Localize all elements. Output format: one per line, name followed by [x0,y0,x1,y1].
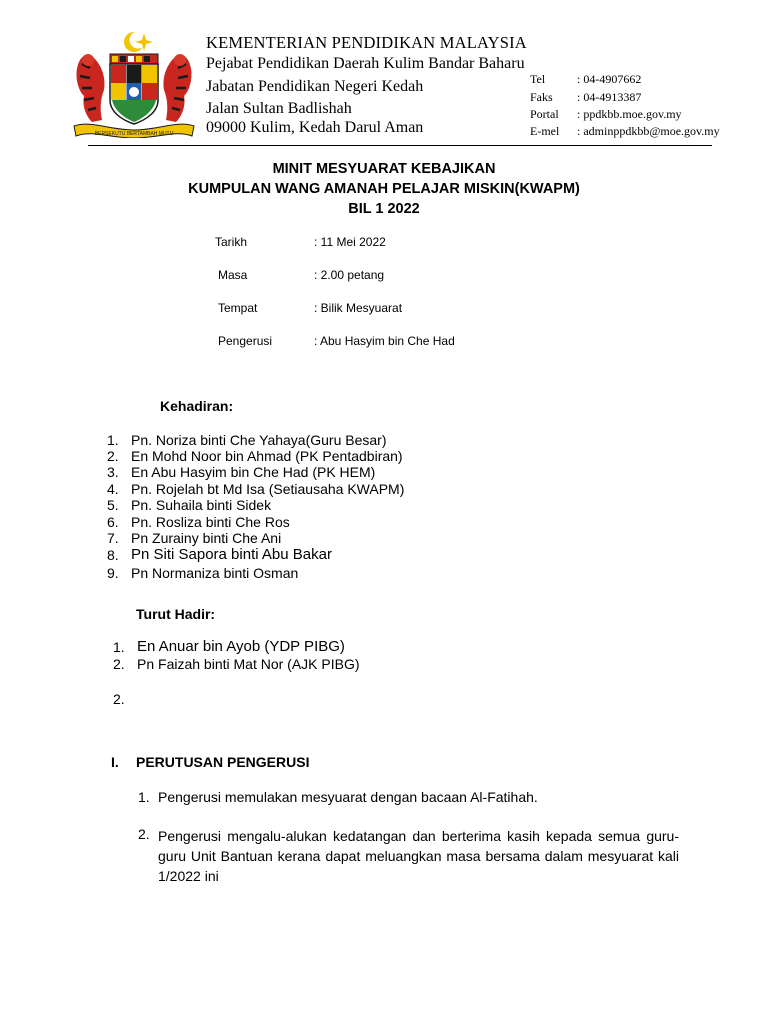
state-department-name: Jabatan Pendidikan Negeri Kedah [206,78,424,95]
venue-label: Tempat [218,301,258,315]
section-heading: PERUTUSAN PENGERUSI [136,754,310,770]
time-label: Masa [218,268,248,282]
attendee-number: 9. [107,565,119,581]
point-text: Pengerusi mengalu-alukan kedatangan dan berterima kasih kepada semua guru-guru Unit Bantuan kerana dapat meluangkan masa bersama dalam mesyuarat kali 1/2022 ini [158,828,679,884]
point-text: Pengerusi memulakan mesyuarat dengan bacaan Al-Fatihah. [158,789,538,805]
contact-email-label: E-mel [530,124,560,138]
letterhead-divider [88,145,712,146]
contact-email-value: : adminppdkbb@moe.gov.my [577,124,720,138]
chairperson-value: : Abu Hasyim bin Che Had [314,334,455,348]
point-number: 1. [138,789,150,805]
contact-tel-label: Tel [530,72,546,86]
attendee-name: Pn. Suhaila binti Sidek [131,497,272,513]
document-subtitle: KUMPULAN WANG AMANAH PELAJAR MISKIN(KWAPM) [188,181,580,197]
contact-portal-label: Portal [530,107,559,121]
date-label: Tarikh [215,235,248,249]
attendee-name: Pn Siti Sapora binti Abu Bakar [131,546,332,563]
also-present-heading: Turut Hadir: [136,606,216,622]
guest-number: 2. [113,656,125,672]
attendee-name: Pn. Noriza binti Che Yahaya(Guru Besar) [131,432,387,448]
attendee-name: Pn Zurainy binti Che Ani [131,530,282,546]
date-value: : 11 Mei 2022 [314,235,386,249]
address-city: 09000 Kulim, Kedah Darul Aman [206,119,424,136]
contact-tel-value: : 04-4907662 [577,72,642,86]
guest-number: 1. [113,639,125,655]
point-number: 2. [138,826,150,842]
document-title: MINIT MESYUARAT KEBAJIKAN [272,161,496,177]
attendee-name: En Abu Hasyim bin Che Had (PK HEM) [131,464,376,480]
contact-fax-value: : 04-4913387 [577,90,642,104]
attendee-number: 1. [107,432,119,448]
guest-name: En Anuar bin Ayob (YDP PIBG) [137,638,345,655]
attendee-number: 2. [107,448,119,464]
attendee-number: 8. [107,547,119,563]
contact-fax-label: Faks [530,90,553,104]
stray-list-number: 2. [113,691,125,707]
contact-portal-value: : ppdkbb.moe.gov.my [577,107,682,121]
ministry-name: KEMENTERIAN PENDIDIKAN MALAYSIA [206,33,527,52]
attendee-name: En Mohd Noor bin Ahmad (PK Pentadbiran) [131,448,403,464]
coat-of-arms-logo [70,30,198,138]
attendee-name: Pn Normaniza binti Osman [131,565,299,581]
attendee-number: 5. [107,497,119,513]
attendee-name: Pn. Rojelah bt Md Isa (Setiausaha KWAPM) [131,481,405,497]
svg-text:BERSEKUTU BERTAMBAH MUTU: BERSEKUTU BERTAMBAH MUTU [94,131,174,137]
attendee-number: 3. [107,464,119,480]
time-value: : 2.00 petang [314,268,385,282]
attendee-number: 4. [107,481,119,497]
attendance-heading: Kehadiran: [160,398,234,414]
attendee-name: Pn. Rosliza binti Che Ros [131,514,290,530]
venue-value: : Bilik Mesyuarat [314,301,403,315]
attendee-number: 7. [107,530,119,546]
section-numeral: I. [111,754,119,770]
attendee-number: 6. [107,514,119,530]
guest-name: Pn Faizah binti Mat Nor (AJK PIBG) [137,656,360,672]
address-street: Jalan Sultan Badlishah [206,100,352,117]
district-office-name: Pejabat Pendidikan Daerah Kulim Bandar Baharu [206,55,525,72]
meeting-number: BIL 1 2022 [348,201,420,217]
chairperson-label: Pengerusi [218,334,273,348]
